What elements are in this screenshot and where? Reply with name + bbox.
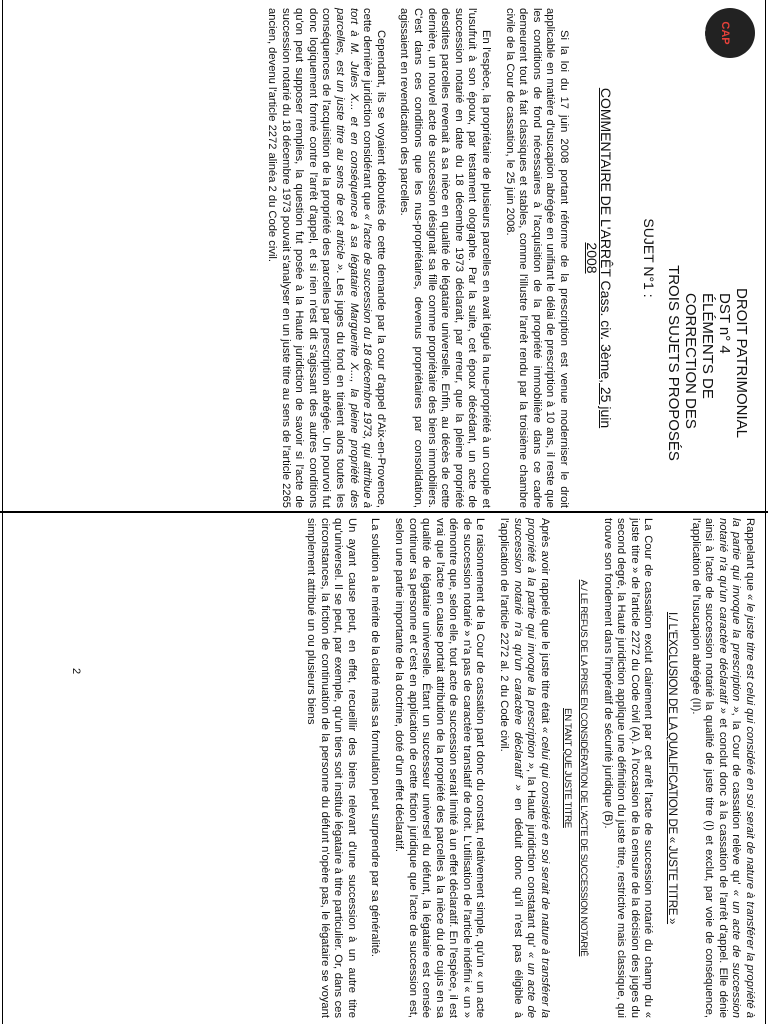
rule-text-c: en déduit donc qu'il n'est pas éligible à l'application de l'article 2272 al. 2 du Code civil.: [498, 518, 524, 1018]
ayant-cause-paragraph: Un ayant cause peut, en effet, recueillir des biens relevant d'une succession à un autre titre qu'universel. Il se peut, par exemple, qu'un tiers soit institué légataire à titre particulier. Or, dans ces circonstances, la fiction de continuation de la personne du défunt n'opère pas, le légataire se voyant simplement attribué un ou plusieurs biens: [304, 518, 358, 1018]
page-1: [10, 8, 760, 508]
reasoning-paragraph: Le raisonnement de la Cour de cassation part donc du constat, relativement simple, qu'un « un acte de succession notarié » n'a pas de caractère translatif de droit. L'utilisation de l'article indéfini « un » démontre que, selon elle, tout acte de succession serait limité à un effet déclaratif. En l'espèce, il est vrai que l'acte en cause portait attribution de la propriété des parcelles à la nièce du de cujus en sa qualité de légataire universelle. Étant un successeur universel du défunt, la légataire est censée continuer sa personne et c'est en application de cette fiction juridique que l'acte de succession est, selon une partie importante de la doctrine, doté d'un effet déclaratif.: [392, 518, 487, 1018]
annonce-quote-2: « un acte de succession notarié n'a qu'un caractère déclaratif »: [716, 518, 743, 1019]
annonce-quote-1: « le juste titre est celui qui considéré en soi serait de nature à transférer la propriété à la partie qui invoque la prescription »: [730, 518, 756, 1019]
annonce-text-b: , la Cour de cassation relève qu': [730, 712, 743, 890]
subject-heading: SUJET N°1 :: [641, 218, 657, 298]
dst-number: DST n° 4: [716, 293, 733, 354]
rule-quote-1: « celui qui considéré en soi serait de nature à transférer la propriété à la partie qui invoque la prescription »: [525, 518, 551, 1018]
page-2-body: [293, 518, 756, 1018]
procedure-text-b: . Les juges du fond en tiraient alors toutes les conséquences de l'acquisition de la propriété des parcelles par prescription abrégée. Un pourvoi fut donc logiquement formé contre l'arrêt d'appel, et si rien n'est dit s'agissant des autres conditions qu'on peut supposer remplies, la question fut posée à la Haute juridiction de savoir si l'acte de succession notarié du 18 décembre 1973 pouvait s'analyser en un juste titre au sens de l'article 2265 ancien, devenu l'article 2272 alinéa 2 du Code civil.: [266, 8, 347, 508]
logo-text-avocat: AVOCAT: [695, 10, 707, 56]
correction-subtitle: TROIS SUJETS PROPOSÉS: [665, 265, 682, 461]
page-divider: [0, 511, 768, 513]
rule-quote-2: « un acte de succession notarié n'a qu'un caractère déclaratif »: [511, 518, 538, 1018]
course-title: DROIT PATRIMONIAL: [733, 287, 750, 438]
page-2: [10, 518, 760, 1018]
page-1-body: [255, 8, 570, 508]
clarity-paragraph: La solution a le mérite de la clarté mais sa formulation peut surprendre par sa généralité.: [369, 518, 382, 958]
procedure-text-a: Cependant, ils se voyaient déboutés de cette demande par la cour d'appel d'Aix-en-Provence, cette dernière juridiction considérant que: [361, 8, 387, 508]
annonce-text-c: et conclut donc à la cassation de l'arrêt d'appel. Elle dénie ainsi à l'acte de succession notarié la qualité de juste titre (I) et exclut, par voie de conséquence, l'application de l'usucapion abrégée (II).: [689, 518, 729, 1019]
subsection-heading-A-line1: A./ LE REFUS DE LA PRISE EN CONSIDÉRATION DE L'ACTE DE SUCCESSION NOTARIÉ: [578, 579, 590, 957]
intro-paragraph: Si la loi du 17 juin 2008 portant réforme de la prescription est venue moderniser le droit applicable en matière d'usucapion abrégée en unifiant le délai de prescription à 10 ans, il reste que les conditions de fond nécessaires à l'acquisition de la propriété immobilière dans ce cadre demeurent tout à fait classiques et stables, comme l'illustre l'arrêt rendu par la troisième chambre civile de la Cour de cassation, le 25 juin 2008.: [503, 8, 570, 508]
procedure-quote: « l'acte de succession du 18 décembre 1973, qui attribue à tort à M. Jules X... et en conséquence à sa légataire Marguerite X..., la pleine propriété des parcelles, est un juste titre au sens de cet article »: [334, 8, 374, 508]
subsection-heading-A-line2: EN TANT QUE JUSTE TITRE: [562, 708, 574, 828]
procedure-paragraph: [265, 8, 387, 508]
document-title-block: [665, 238, 750, 488]
facts-paragraph: En l'espèce, la propriétaire de plusieurs parcelles en avait légué la nue-propriété à un couple et l'usufruit à son époux, par testament olographe. Par la suite, cet époux décédant, un acte de succession notarié en date du 18 décembre 1973 déclarait, par erreur, que la pleine propriété desdites parcelles revenait à sa nièce en qualité de légataire universelle. Enfin, au décès de cette dernière, un nouvel acte de succession désignait sa fille comme propriétaire des biens immobiliers. C'est dans ces conditions que les nus-propriétaires, devenus propriétaires par consolidation, agissaient en revendication des parcelles.: [398, 8, 493, 508]
annonce-text-a: Rappelant que: [744, 518, 756, 595]
rule-paragraph: [497, 518, 551, 1018]
section-heading-I: I./ L'EXCLUSION DE LA QUALIFICATION DE « JUSTE TITRE »: [666, 611, 679, 925]
rule-text-b: , la Haute juridiction constatant qu': [525, 768, 538, 952]
comment-title: COMMENTAIRE DE L'ARRÊT Cass. civ. 3ème, 25 juin 2008: [584, 87, 614, 429]
annonce-paragraph: [688, 518, 756, 1018]
page-number: 2: [70, 668, 82, 675]
logo-text-cap: CAP: [719, 21, 731, 45]
cap-avocat-logo: [695, 8, 755, 58]
chapeau-paragraph: La Cour de cassation exclut clairement par cet arrêt l'acte de succession notarié du champ du « juste titre » de l'article 2272 du Code civil (A). À l'occasion de la censure de la décision des juges du second degré, la Haute juridiction applique une définition du juste titre, restrictive mais classique, qui trouve son fondement dans l'impératif de sécurité juridique (B).: [601, 518, 655, 1018]
correction-title: ÉLÉMENTS DE CORRECTION DES: [682, 293, 716, 429]
rule-text-a: Après avoir rappelé que le juste titre était: [538, 518, 551, 727]
